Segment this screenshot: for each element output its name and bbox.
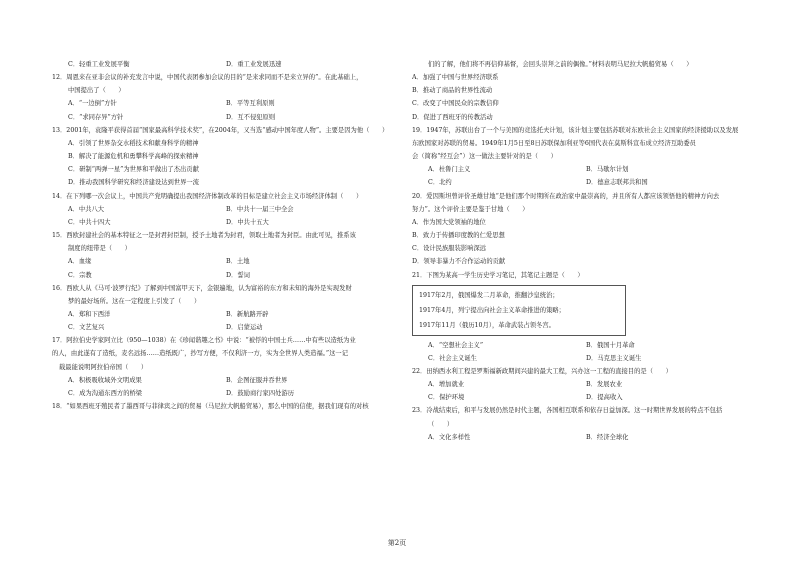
question-text-line: C．研制“两弹一星”为世界和平做出了杰出贡献 — [68, 166, 199, 174]
answer-option: A．增加就业 — [428, 381, 465, 389]
answer-option: C．文艺复兴 — [68, 324, 105, 332]
answer-options-row — [52, 203, 392, 216]
answer-option: D．启蒙运动 — [226, 324, 263, 332]
question-text-line: 会（简称“经互会”）这一做法主要针对的是（ ） — [412, 153, 557, 161]
question-text-line: 制度的纽带是（ ） — [68, 245, 131, 253]
answer-option: C．社会主义诞生 — [428, 354, 477, 362]
answer-option: A．郑和下西洋 — [68, 310, 111, 318]
answer-option: B．俄国十月革命 — [586, 341, 635, 349]
answer-options-row — [52, 387, 392, 400]
question-text-line: B．推动了商品的世界性流动 — [412, 87, 493, 95]
question-text-line: 17．阿拉伯史学家阿立比（950—1038）在《珍闻谐趣之书》中说：“被俘的中国士兵……中有些以造纸为业 — [52, 337, 356, 345]
question-text-line: D．促进了西班牙的传教活动 — [412, 113, 493, 121]
question-text-line: 20．爱因斯坦曾评价圣雄甘地“是他们那个时期所在政治家中最崇高的，并且所有人都应该领悟他的精神方向去 — [412, 192, 720, 200]
question-text-line: 努力”。这个评价主要是鉴于甘地（ ） — [412, 205, 529, 213]
answer-option: A．“一边倒”方针 — [68, 100, 117, 108]
question-text-line: 15．西欧封建社会的基本特征之一是封君封臣制，授予土地者为封君，领取土地者为封臣。由此可见，推系该 — [52, 232, 356, 240]
answer-options-row — [52, 97, 392, 110]
question-text-line: 21．下图为某高一学生历史学习笔记，其笔记主题是（ ） — [412, 271, 584, 279]
question-text-line: 13．2001年，袁隆平获得首届“国家最高科学技术奖”，在2004年，又当选“感动中国年度人物”。主要是因为他（ ） — [52, 126, 389, 134]
answer-option: D．誓词 — [226, 271, 250, 279]
answer-options-row — [412, 431, 754, 444]
question-text-line: 东欧国家对苏联的贸易。1949年1月5日至8日苏联保加利亚等6国代表在莫斯科宣布成立经济互助委员 — [412, 139, 696, 147]
note-line: 1917年11月（俄历10月），革命武装占领冬宫。 — [419, 321, 555, 329]
answer-option: A．积极吸收域外文明成果 — [68, 376, 142, 384]
answer-option: D．中共十五大 — [226, 218, 269, 226]
answer-options-row — [412, 378, 754, 391]
question-text-line: 的人，由此遂有了造纸，麦名远扬……造纸既广，抄写方便，不仅利济一方，实为全世界人类造福。”这一记 — [52, 350, 349, 358]
question-text-line: 载最能说明阿拉伯帝国（ ） — [59, 363, 148, 371]
question-text-line: 14．在下列哪一次会议上，中国共产党明确提出我国经济体制改革的目标是建立社会主义市场经济体制（ ） — [52, 192, 363, 200]
answer-options-row — [52, 269, 392, 282]
note-line: 1917年2月，俄国爆发二月革命，推翻沙皇统治； — [419, 291, 559, 299]
answer-option: A．中共八大 — [68, 205, 105, 213]
answer-option: B．中共十一届三中全会 — [226, 205, 294, 213]
answer-options-row — [412, 352, 754, 365]
question-text-line: D．领导非暴力不合作运动的贡献 — [412, 258, 506, 266]
answer-options-row — [52, 216, 392, 229]
question-text-line: 18．“如果西班牙殖民者了墨西哥与菲律宾之间的贸易（马尼拉大帆船贸易），那么中国的信使，据我们现有的对核 — [52, 403, 369, 411]
answer-option: D．马克思主义诞生 — [586, 354, 642, 362]
question-text-line: 19．1947年，苏联出台了一个与美国的竞选托夫计划，该计划主要包括苏联对东欧社会主义国家的经济援助以及发展 — [412, 126, 739, 134]
answer-option: D．德意志联邦共和国 — [586, 179, 648, 187]
question-text-line: 23．冷战结束后，和平与发展仍然是时代主题，各国相互联系和依存日益加深。这一时期世界发展的特点不包括 — [412, 407, 723, 415]
answer-options-row — [52, 321, 392, 334]
answer-option: D．鼓励商行家四处游历 — [226, 389, 295, 397]
answer-options-row — [52, 111, 392, 124]
answer-option: C．中共十四大 — [68, 218, 111, 226]
question-text-line: 22．田纳西水利工程是罗斯福新政期间兴建的最大工程，兴办这一工程的直接目的是（ ） — [412, 367, 672, 375]
study-notes-box — [412, 285, 626, 336]
answer-option: A．“空想社会主义” — [428, 341, 484, 349]
answer-option: C．“求同存异”方针 — [68, 113, 124, 121]
answer-options-row — [52, 308, 392, 321]
answer-options-row — [412, 339, 754, 352]
answer-option: C．宗教 — [68, 271, 92, 279]
answer-option: B．经济全球化 — [586, 433, 629, 441]
answer-option: B．发展农业 — [586, 381, 623, 389]
answer-option: D．互不侵犯原则 — [226, 113, 276, 121]
left-column — [52, 58, 392, 413]
answer-option: D．重工业发展迅速 — [226, 61, 282, 68]
question-text-line: 梦的最好场所。这在一定程度上引发了（ ） — [68, 297, 201, 305]
answer-options-row — [412, 391, 754, 404]
answer-option: B．企图征服并吞世界 — [226, 376, 288, 384]
question-text-line: D．推动我国科学研究和经济建设达到世界一流 — [68, 179, 199, 187]
answer-options-row — [52, 58, 392, 71]
answer-option: B．土地 — [226, 258, 250, 266]
answer-option: C．保护环境 — [428, 394, 465, 402]
answer-option: A．血缘 — [68, 258, 92, 266]
answer-option: B．马歇尔计划 — [586, 166, 629, 174]
answer-option: B．新航路开辟 — [226, 310, 269, 318]
answer-options-row — [412, 163, 754, 176]
right-column — [412, 58, 754, 444]
question-text-line: B．致力于传播印度教的仁爱思想 — [412, 232, 505, 240]
note-line: 1917年4月，列宁提出向社会主义革命推进的策略； — [419, 306, 565, 314]
answer-option: B．平等互利原则 — [226, 100, 275, 108]
answer-option: D．提高收入 — [586, 394, 623, 402]
answer-options-row — [52, 374, 392, 387]
page-number: 第2页 — [387, 539, 407, 547]
question-text-line: A．引领了世界杂交水稻技术和献身科学的精神 — [68, 139, 199, 147]
answer-option: C．轻重工业发展平衡 — [68, 61, 130, 68]
answer-option: A．文化多样性 — [428, 433, 471, 441]
answer-option: C．成为沟通东西方的桥梁 — [68, 389, 143, 397]
question-text-line: 们的了解，他们将不再信仰基督，会回头崇拜之前的偶像。”材料表明马尼拉大帆船贸易（ ） — [428, 61, 693, 68]
question-text-line: C．改变了中国民众的宗教信仰 — [412, 100, 499, 108]
question-text-line: 中国提出了（ ） — [68, 87, 125, 95]
question-text-line: C．设计民族服装影响深远 — [412, 245, 487, 253]
answer-options-row — [52, 255, 392, 268]
question-text-line: 16．西欧人从《马可·波罗行纪》了解到中国富甲天下，金银遍地，认为富裕的东方和未知的海外是实现发财 — [52, 284, 352, 292]
answer-option: A．杜鲁门主义 — [428, 166, 471, 174]
answer-option: C．北约 — [428, 179, 452, 187]
answer-options-row — [412, 176, 754, 189]
question-text-line: （ ） — [428, 420, 454, 428]
question-text-line: B．解决了能源危机和勇攀科学高峰的探索精神 — [68, 153, 199, 161]
question-text-line: A．加强了中国与世界经济联系 — [412, 74, 499, 82]
question-text-line: A．作为国大党领袖的地位 — [412, 218, 486, 226]
question-text-line: 12．周恩来在亚非会议的补充发言中说，中国代表团参加会议的目的“是来求同而不是来立异的”。在此基础上， — [52, 74, 363, 82]
